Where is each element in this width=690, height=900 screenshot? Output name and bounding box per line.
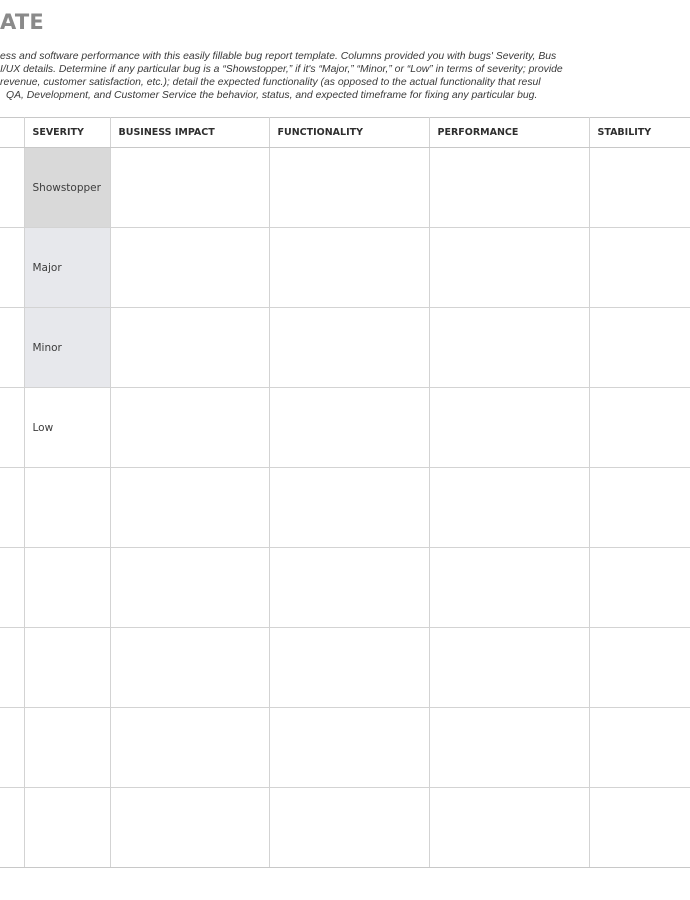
table-row: [0, 788, 690, 868]
business-impact-cell[interactable]: [110, 708, 269, 788]
stability-cell[interactable]: [589, 388, 690, 468]
performance-cell[interactable]: [429, 388, 589, 468]
row-stub-cell[interactable]: [0, 148, 24, 228]
table-header-row: [0, 118, 690, 148]
performance-cell[interactable]: [429, 788, 589, 868]
business-impact-cell[interactable]: [110, 628, 269, 708]
severity-cell[interactable]: [24, 788, 110, 868]
performance-cell[interactable]: [429, 548, 589, 628]
performance-cell[interactable]: [429, 228, 589, 308]
functionality-cell[interactable]: [269, 148, 429, 228]
severity-cell[interactable]: Showstopper: [24, 148, 110, 228]
business-impact-cell[interactable]: [110, 388, 269, 468]
business-impact-cell[interactable]: [110, 548, 269, 628]
severity-cell[interactable]: [24, 468, 110, 548]
performance-cell[interactable]: [429, 708, 589, 788]
functionality-cell[interactable]: [269, 628, 429, 708]
business-impact-cell[interactable]: [110, 148, 269, 228]
business-impact-cell[interactable]: [110, 788, 269, 868]
header-performance: PERFORMANCE: [429, 118, 589, 148]
header-cell: [0, 118, 24, 148]
stability-cell[interactable]: [589, 228, 690, 308]
functionality-cell[interactable]: [269, 308, 429, 388]
description-line: QA, Development, and Customer Service the behavior, status, and expected timeframe for fixing any particular bug.: [6, 90, 538, 101]
severity-cell[interactable]: Major: [24, 228, 110, 308]
row-stub-cell[interactable]: [0, 628, 24, 708]
template-description: [0, 50, 690, 102]
description-line: I/UX details. Determine if any particular bug is a “Showstopper,” if it's “Major,” “Minor,” or “Low” in terms of severity; provide: [0, 64, 563, 75]
header-stability: STABILITY: [589, 118, 690, 148]
row-stub-cell[interactable]: [0, 388, 24, 468]
header-business-impact: BUSINESS IMPACT: [110, 118, 269, 148]
header-severity: SEVERITY: [24, 118, 110, 148]
performance-cell[interactable]: [429, 148, 589, 228]
functionality-cell[interactable]: [269, 468, 429, 548]
description-line: revenue, customer satisfaction, etc.); detail the expected functionality (as opposed to the actual functionality that resul: [0, 77, 541, 88]
stability-cell[interactable]: [589, 468, 690, 548]
row-stub-cell[interactable]: [0, 548, 24, 628]
stability-cell[interactable]: [589, 628, 690, 708]
table-row: [0, 148, 690, 228]
functionality-cell[interactable]: [269, 228, 429, 308]
stability-cell[interactable]: [589, 708, 690, 788]
row-stub-cell[interactable]: [0, 468, 24, 548]
table-row: [0, 628, 690, 708]
stability-cell[interactable]: [589, 308, 690, 388]
severity-cell[interactable]: [24, 628, 110, 708]
business-impact-cell[interactable]: [110, 228, 269, 308]
table-row: [0, 708, 690, 788]
stability-cell[interactable]: [589, 148, 690, 228]
severity-cell[interactable]: Low: [24, 388, 110, 468]
header-functionality: FUNCTIONALITY: [269, 118, 429, 148]
row-stub-cell[interactable]: [0, 228, 24, 308]
table-row: [0, 228, 690, 308]
row-stub-cell[interactable]: [0, 308, 24, 388]
page-title: ATE: [0, 10, 44, 34]
performance-cell[interactable]: [429, 628, 589, 708]
bug-report-table: [0, 117, 690, 868]
stability-cell[interactable]: [589, 548, 690, 628]
performance-cell[interactable]: [429, 308, 589, 388]
bug-report-table-container: [0, 117, 690, 872]
functionality-cell[interactable]: [269, 388, 429, 468]
business-impact-cell[interactable]: [110, 308, 269, 388]
business-impact-cell[interactable]: [110, 468, 269, 548]
performance-cell[interactable]: [429, 468, 589, 548]
table-row: [0, 308, 690, 388]
functionality-cell[interactable]: [269, 548, 429, 628]
functionality-cell[interactable]: [269, 788, 429, 868]
severity-cell[interactable]: [24, 708, 110, 788]
table-row: [0, 468, 690, 548]
table-row: [0, 548, 690, 628]
row-stub-cell[interactable]: [0, 708, 24, 788]
row-stub-cell[interactable]: [0, 788, 24, 868]
severity-cell[interactable]: [24, 548, 110, 628]
description-line: ess and software performance with this easily fillable bug report template. Columns provided you with bugs' Severity, Bus: [0, 51, 557, 62]
functionality-cell[interactable]: [269, 708, 429, 788]
stability-cell[interactable]: [589, 788, 690, 868]
table-row: [0, 388, 690, 468]
severity-cell[interactable]: Minor: [24, 308, 110, 388]
